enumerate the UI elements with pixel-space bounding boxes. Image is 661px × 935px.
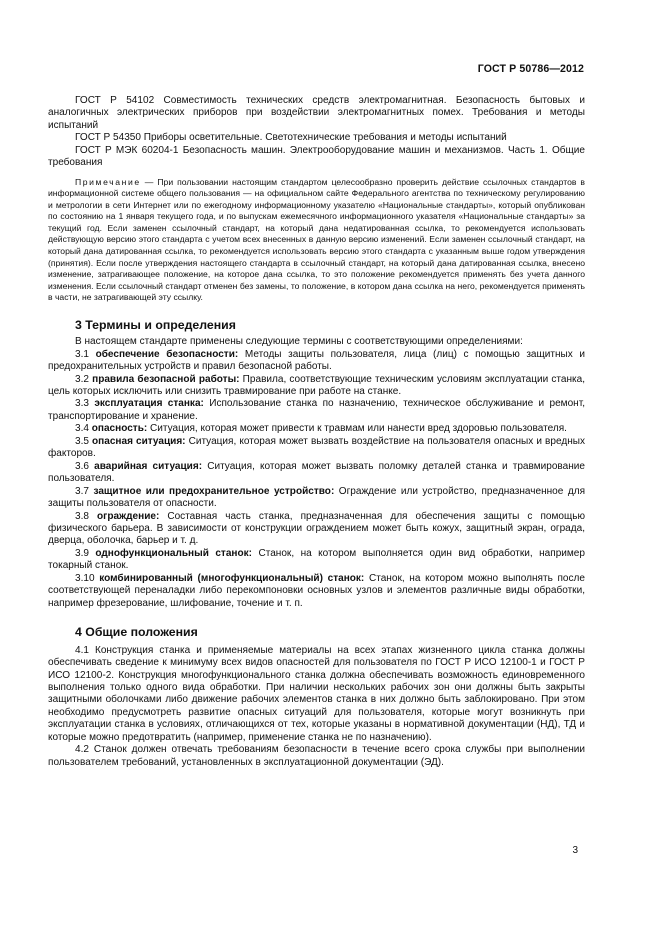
note-label: Примечание [75, 176, 141, 187]
term-number: 3.7 [75, 485, 94, 497]
term-name: опасность: [91, 423, 148, 435]
reference-item: ГОСТ Р 54102 Совместимость технических средств электромагнитная. Безопасность бытовых и аналогичных электрических приборов при воздействии электромагнитных помех. Требования и методы испытаний [48, 95, 585, 131]
section-4-paragraph: 4.2 Станок должен отвечать требованиям безопасности в течение всего срока службы при выполнении пользователем требований, установленных в эксплуатационной документации (ЭД). [48, 744, 585, 768]
term-text: Ситуация, которая может привести к травмам или нанести вред здоровью пользователя. [147, 423, 567, 435]
term-text: Правила, соответствующие техническим условиям эксплуатации станка, цель которых исключить или снизить травмирование при работе на станке. [48, 373, 585, 397]
term-definition [48, 398, 585, 423]
section-4-paragraph: 4.1 Конструкция станка и применяемые материалы на всех этапах жизненного цикла станка должны обеспечивать сведение к минимуму всех видов опасностей для пользователя по ГОСТ Р ИСО 12100-1 и ГОСТ Р ИСО 12100-2. Конструкция многофункционального станка должна обеспечивать возможность единовременного выполнения только одного вида обработки. При наличии нескольких рабочих зон они должны быть закрыты защитными оболочками либо движение рабочих элементов станка в них должно быть заблокировано. При этом необходимо предусмотреть развитие опасных ситуаций для пользователя, которые могут возникнуть при эксплуатации станка в условиях, отличающихся от тех, которые указаны в нормативной документации (НД), ТД и которые можно предотвратить (например, применение станка не по назначению). [48, 644, 585, 743]
term-number: 3.4 [75, 423, 92, 435]
term-text: Использование станка по назначению, техническое обслуживание и ремонт, транспортирование и хранение. [48, 398, 585, 422]
term-name: правила безопасной работы: [92, 373, 240, 385]
term-number: 3.9 [75, 547, 96, 559]
term-text: Станок, на котором выполняется один вид обработки, например токарный станок. [48, 547, 585, 572]
term-text: Составная часть станка, предназначенная для обеспечения защиты с помощью физического барьера. В зависимости от конструкции ограждением может быть кожух, защитный экран, ограда, дверца, оболочка, барьер и т. д. [48, 510, 586, 547]
term-name: аварийная ситуация: [94, 460, 203, 472]
term-number: 3.10 [75, 572, 100, 584]
term-definition [48, 436, 585, 461]
term-definition [48, 511, 585, 548]
term-number: 3.3 [75, 398, 95, 410]
term-text: Ограждение или устройство, предназначенное для защиты пользователя от опасности. [48, 485, 586, 510]
term-number: 3.1 [75, 348, 96, 360]
term-number: 3.2 [75, 373, 93, 385]
term-name: защитное или предохранительное устройство: [93, 485, 335, 497]
reference-item: ГОСТ Р 54350 Приборы осветительные. Светотехнические требования и методы испытаний [75, 132, 507, 144]
term-name: эксплуатация станка: [94, 398, 204, 410]
term-text: Методы защиты пользователя, лица (лиц) с помощью защитных и предохранительных устройств и правил безопасной работы. [48, 348, 586, 373]
reference-item: ГОСТ Р МЭК 60204-1 Безопасность машин. Электрооборудование машин и механизмов. Часть 1. Общие требования [48, 144, 585, 169]
document-body [48, 95, 585, 769]
term-text: Ситуация, которая может вызвать поломку деталей станка и травмирование пользователя. [48, 460, 585, 485]
term-definition [48, 374, 585, 399]
note-text: — При пользовании настоящим стандартом целесообразно проверить действие ссылочных стандартов в информационной системе общего пользования — на официальном сайте Федерального агентства по техническому регулированию и метрологии в сети Интернет или по ежегодному информационному указателю «Национальные стандарты», который опубликован по состоянию на 1 января текущего года, и по выпускам ежемесячного информационного указателя «Национальные стандарты» за текущий год. Если заменен ссылочный стандарт, на который дана недатированная ссылка, то рекомендуется использовать действующую версию этого стандарта с учетом всех внесенных в данную версию изменений. Если заменен ссылочный стандарт, на который дана датированная ссылка, то рекомендуется использовать версию этого стандарта с указанным выше годом утверждения (принятия). Если после утверждения настоящего стандарта в ссылочный стандарт, на который дана датированная ссылка, внесено изменение, затрагивающее положение, на которое дана ссылка, то это положение рекомендуется применять без учета данного изменения. Если ссылочный стандарт отменен без замены, то положение, в котором дана ссылка на него, рекомендуется применять в части, не затрагивающей эту ссылку. [48, 176, 585, 303]
term-name: обеспечение безопасности: [95, 348, 239, 360]
term-name: однофункциональный станок: [95, 547, 253, 559]
term-number: 3.8 [75, 510, 97, 522]
note-paragraph [48, 177, 585, 304]
term-name: опасная ситуация: [92, 435, 186, 447]
term-definition [48, 486, 585, 511]
page-number: 3 [572, 845, 578, 856]
term-definition [48, 461, 585, 486]
term-definition [48, 349, 585, 374]
term-text: Ситуация, которая может вызвать воздействие на пользователя опасных и вредных факторов. [48, 435, 585, 460]
term-number: 3.5 [75, 435, 93, 447]
term-number: 3.6 [75, 460, 95, 472]
term-name: ограждение: [97, 510, 160, 522]
document-header: ГОСТ Р 50786—2012 [477, 63, 584, 75]
term-definition [48, 423, 585, 435]
term-text: Станок, на котором можно выполнять после соответствующей переналадки либо перекомпоновки основных узлов и элементов различные виды обработки, например фрезерование, шлифование, точение и т. п. [48, 572, 585, 609]
term-name: комбинированный (многофункциональный) станок: [99, 572, 365, 584]
term-definition [48, 573, 585, 610]
section-3-title: 3 Термины и определения [75, 317, 236, 332]
section-4-title: 4 Общие положения [75, 625, 198, 640]
term-definition [48, 548, 585, 573]
section-3-intro: В настоящем стандарте применены следующие термины с соответствующими определениями: [75, 336, 523, 348]
